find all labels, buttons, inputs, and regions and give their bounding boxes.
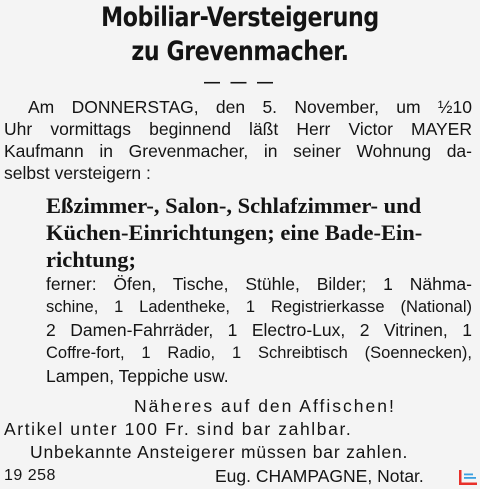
highlight-line-2: Küchen-Einrichtungen; eine Bade-Ein- — [46, 220, 423, 245]
notary-signature: Eug. CHAMPAGNE, Notar. — [215, 466, 424, 486]
intro-line-3: Kaufmann in Grevenmacher, in seiner Wohnung da- — [4, 141, 472, 161]
newspaper-archive-logo-icon — [458, 468, 478, 486]
highlight-line-3: richtung; — [46, 247, 136, 272]
headline-line-1: Mobiliar-Versteigerung — [101, 2, 379, 33]
headline-line-2: zu Grevenmacher. — [131, 36, 349, 67]
intro-line-1: Am DONNERSTAG, den 5. November, um ½10 — [28, 97, 472, 117]
intro-line-2: Uhr vormittags beginnend läßt Herr Victor MAYER — [4, 119, 472, 139]
items-line-5: Lampen, Teppiche usw. — [46, 366, 229, 386]
ad-number: 19 258 — [4, 467, 56, 484]
unknown-bidders-note: Unbekannte Ansteigerer müssen bar zahlen. — [30, 442, 409, 462]
items-line-2: schine, 1 Ladentheke, 1 Registrierkasse (National) — [46, 298, 472, 316]
details-note: Näheres auf den Affischen! — [134, 396, 396, 416]
intro-line-4: selbst versteigern : — [4, 163, 151, 183]
payment-note: Artikel unter 100 Fr. sind bar zahlbar. — [4, 419, 353, 439]
items-line-1: ferner: Öfen, Tische, Stühle, Bilder; 1 Nähma- — [46, 274, 472, 294]
separator: — — — — [204, 74, 276, 91]
items-line-4: Coffre-fort, 1 Radio, 1 Schreibtisch (Soennecken), — [46, 344, 472, 362]
highlight-line-1: Eßzimmer-, Salon-, Schlafzimmer- und — [46, 193, 422, 218]
items-line-3: 2 Damen-Fahrräder, 1 Electro-Lux, 2 Vitrinen, 1 — [46, 320, 472, 340]
